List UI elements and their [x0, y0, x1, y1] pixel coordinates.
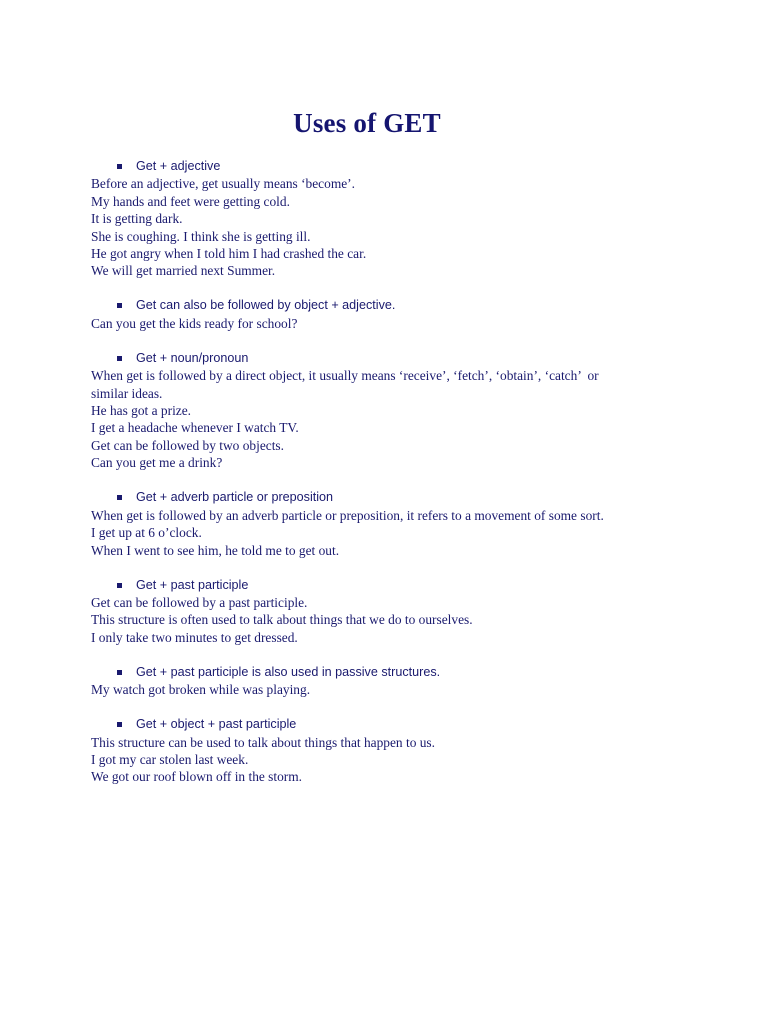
bullet-item: [91, 577, 691, 594]
text-line: I only take two minutes to get dressed.: [91, 629, 298, 645]
section-get-object-past-participle: [91, 716, 691, 786]
bullet-item: [91, 716, 691, 733]
text-line: We will get married next Summer.: [91, 263, 276, 279]
text-line: Get can be followed by two objects.: [91, 437, 284, 453]
section-get-object-adjective: [91, 297, 691, 332]
bullet-label: Get + adverb particle or preposition: [136, 490, 334, 505]
page-title: Uses of GET: [293, 108, 441, 138]
document-body: [91, 158, 691, 803]
text-line: When I went to see him, he told me to get out.: [91, 542, 340, 558]
text-line: My watch got broken while was playing.: [91, 682, 311, 698]
text-line: She is coughing. I think she is getting ill.: [91, 228, 311, 244]
text-line: I get a headache whenever I watch TV.: [91, 420, 299, 436]
text-line: My hands and feet were getting cold.: [91, 193, 290, 209]
text-line: I get up at 6 o’clock.: [91, 525, 202, 541]
square-bullet-icon: [117, 583, 122, 588]
text-line: similar ideas.: [91, 385, 163, 401]
section-get-passive: [91, 664, 691, 699]
square-bullet-icon: [117, 356, 122, 361]
bullet-label: Get + past participle is also used in passive structures.: [136, 664, 441, 679]
square-bullet-icon: [117, 722, 122, 727]
bullet-item: [91, 350, 691, 367]
section-get-noun-pronoun: [91, 350, 691, 472]
bullet-item: [91, 664, 691, 681]
text-line: Get can be followed by a past participle.: [91, 594, 308, 610]
section-get-adverb-particle: [91, 489, 691, 559]
text-line: I got my car stolen last week.: [91, 751, 249, 767]
section-get-past-participle: [91, 577, 691, 647]
text-line: It is getting dark.: [91, 211, 183, 227]
text-line: He has got a prize.: [91, 403, 192, 419]
text-line: Before an adjective, get usually means ‘become’.: [91, 176, 355, 192]
bullet-item: [91, 158, 691, 175]
square-bullet-icon: [117, 303, 122, 308]
text-line: This structure is often used to talk about things that we do to ourselves.: [91, 612, 473, 628]
bullet-item: [91, 297, 691, 314]
text-line: Can you get the kids ready for school?: [91, 315, 298, 331]
square-bullet-icon: [117, 164, 122, 169]
text-line: When get is followed by an adverb particle or preposition, it refers to a movement of some sort.: [91, 507, 604, 523]
text-line: This structure can be used to talk about things that happen to us.: [91, 734, 435, 750]
text-line: When get is followed by a direct object, it usually means ‘receive’, ‘fetch’, ‘obtain’, ‘catch’ or: [91, 368, 599, 384]
bullet-label: Get + object + past participle: [136, 717, 297, 732]
bullet-label: Get + noun/pronoun: [136, 350, 249, 365]
text-line: He got angry when I told him I had crashed the car.: [91, 246, 367, 262]
square-bullet-icon: [117, 670, 122, 675]
bullet-label: Get + past participle: [136, 577, 249, 592]
bullet-label: Get + adjective: [136, 159, 221, 173]
text-line: Can you get me a drink?: [91, 455, 223, 471]
square-bullet-icon: [117, 495, 122, 500]
section-get-adjective: [91, 158, 691, 280]
bullet-label: Get can also be followed by object + adjective.: [136, 298, 396, 313]
bullet-item: [91, 489, 691, 506]
text-line: We got our roof blown off in the storm.: [91, 769, 303, 785]
